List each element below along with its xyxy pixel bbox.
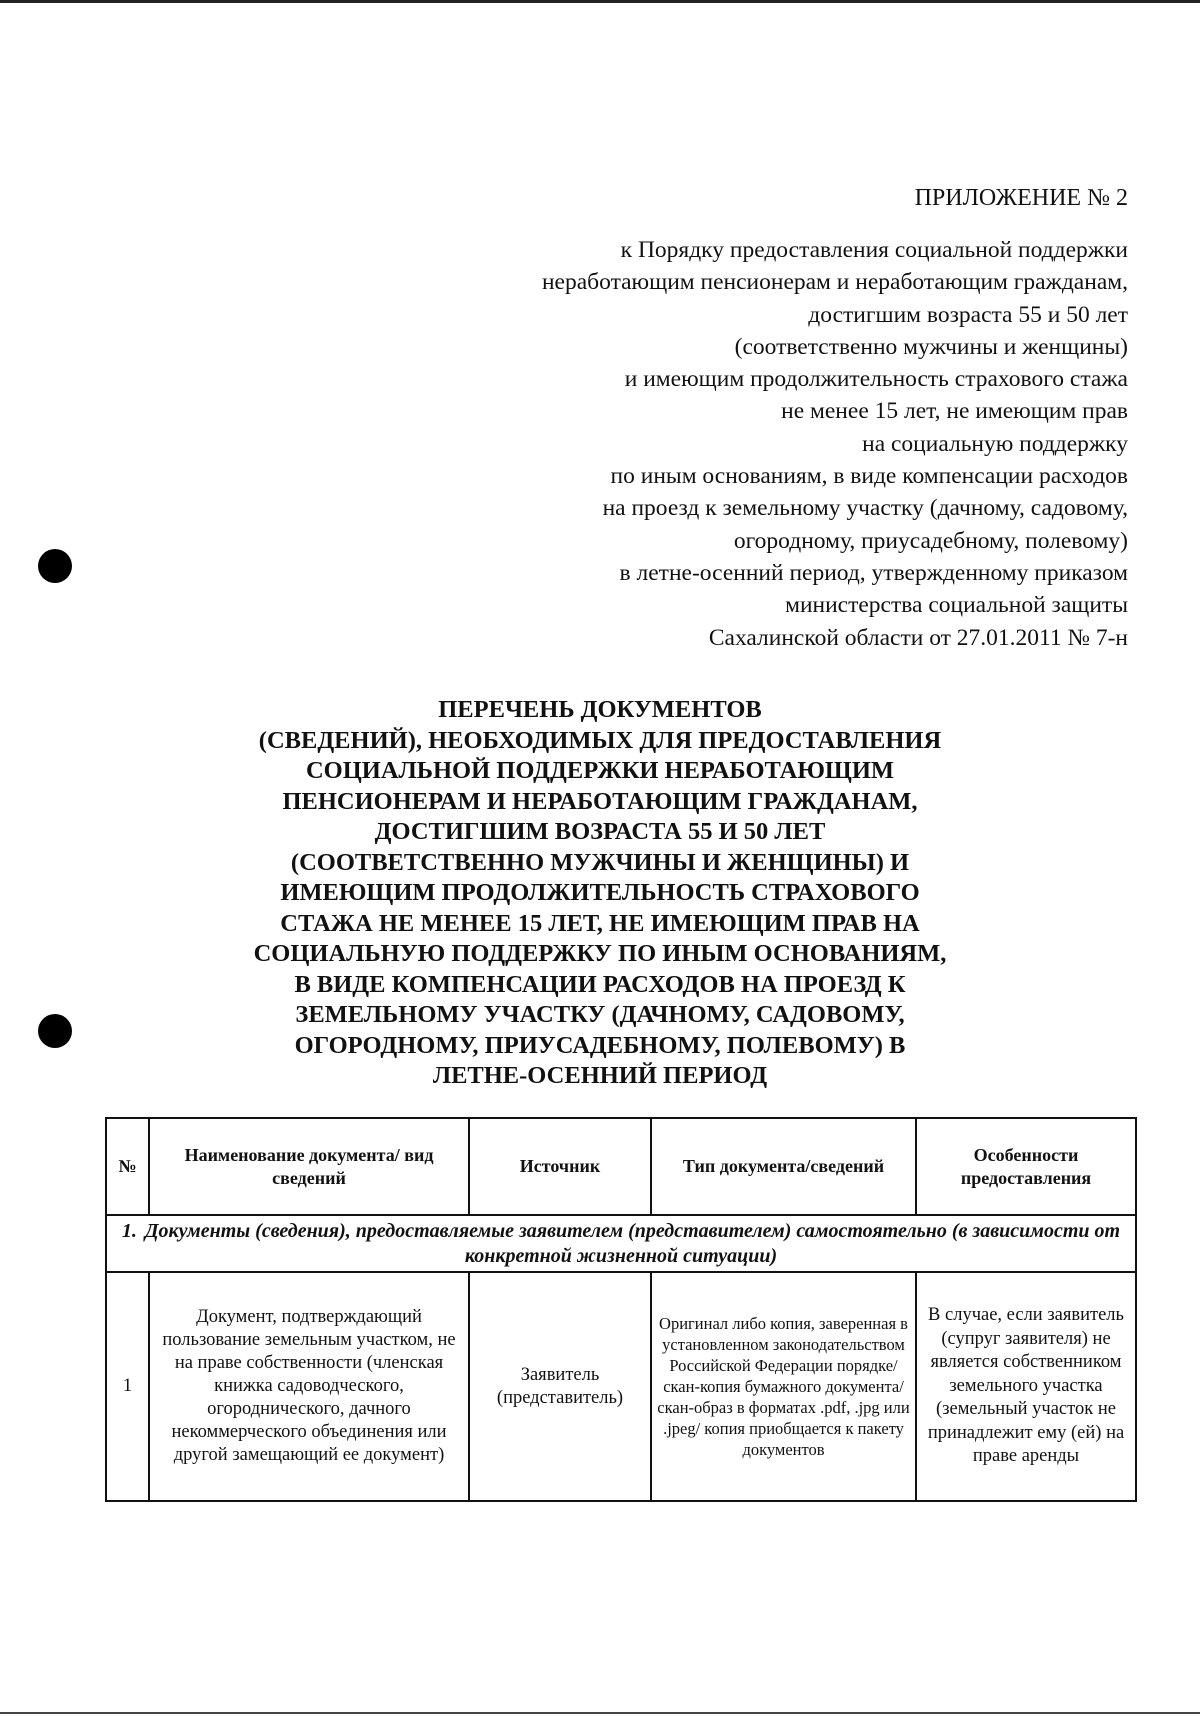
scan-top-edge [0, 0, 1200, 3]
title-line: СТАЖА НЕ МЕНЕЕ 15 ЛЕТ, НЕ ИМЕЮЩИМ ПРАВ НА [280, 909, 920, 937]
scan-bottom-edge [0, 1712, 1200, 1714]
header-number: № [106, 1118, 149, 1215]
title-line: ЛЕТНЕ-ОСЕННИЙ ПЕРИОД [432, 1062, 768, 1089]
cell-number: 1 [106, 1272, 149, 1501]
annex-line: министерства социальной защиты [785, 592, 1128, 619]
annex-line: на социальную поддержку [862, 430, 1128, 457]
documents-table [105, 1117, 1137, 1502]
annex-title: ПРИЛОЖЕНИЕ № 2 [914, 185, 1128, 211]
title-line: ЗЕМЕЛЬНОМУ УЧАСТКУ (ДАЧНОМУ, САДОВОМУ, [295, 1001, 905, 1028]
annex-line: неработающим пенсионерам и неработающим гражданам, [541, 269, 1128, 296]
annex-line: (соответственно мужчины и женщины) [734, 333, 1128, 360]
section-row [106, 1215, 1136, 1272]
annex-line: и имеющим продолжительность страхового стажа [624, 366, 1128, 393]
section-number: 1. [121, 1219, 137, 1242]
cell-document-name: Документ, подтверждающий пользование земельным участком, не на праве собственности (членская книжка садоводческого, огороднического, дачного некоммерческого объединения или другой замещающий ее документ) [149, 1272, 469, 1501]
title-line: ПЕНСИОНЕРАМ И НЕРАБОТАЮЩИМ ГРАЖДАНАМ, [282, 787, 918, 815]
header-features: Особенности предоставления [916, 1118, 1136, 1215]
title-line: СОЦИАЛЬНОЙ ПОДДЕРЖКИ НЕРАБОТАЮЩИМ [305, 757, 895, 784]
document-title [130, 695, 1070, 1092]
punch-hole-mark [38, 549, 72, 583]
annex-line: на проезд к земельному участку (дачному, садовому, [602, 495, 1128, 522]
annex-line: по иным основаниям, в виде компенсации расходов [610, 463, 1128, 490]
title-line: ПЕРЕЧЕНЬ ДОКУМЕНТОВ [438, 696, 762, 723]
punch-hole-mark [38, 1014, 72, 1048]
header-source: Источник [469, 1118, 651, 1215]
annex-line: достигшим возраста 55 и 50 лет [808, 301, 1128, 328]
annex-line: к Порядку предоставления социальной поддержки [620, 237, 1128, 263]
title-line: ДОСТИГШИМ ВОЗРАСТА 55 И 50 ЛЕТ [374, 818, 826, 845]
title-line: ИМЕЮЩИМ ПРОДОЛЖИТЕЛЬНОСТЬ СТРАХОВОГО [280, 879, 920, 906]
table-header-row [106, 1118, 1136, 1215]
section-text: Документы (сведения), предоставляемые заявителем (представителем) самостоятельно (в зависимости от конкретной жизненной ситуации) [144, 1219, 1121, 1267]
title-line: ОГОРОДНОМУ, ПРИУСАДЕБНОМУ, ПОЛЕВОМУ) В [294, 1031, 906, 1059]
title-line: (СООТВЕТСТВЕННО МУЖЧИНЫ И ЖЕНЩИНЫ) И [290, 848, 910, 876]
title-line: (СВЕДЕНИЙ), НЕОБХОДИМЫХ ДЛЯ ПРЕДОСТАВЛЕНИЯ [258, 726, 942, 754]
cell-document-type: Оригинал либо копия, заверенная в установленном законодательством Российской Федерации порядке/ скан-копия бумажного документа/скан-образ в форматах .pdf, .jpg или .jpeg/ копия приобщается к пакету документов [651, 1272, 916, 1501]
title-line: В ВИДЕ КОМПЕНСАЦИИ РАСХОДОВ НА ПРОЕЗД К [294, 970, 906, 998]
annex-line: Сахалинской области от 27.01.2011 № 7-н [708, 624, 1128, 651]
section-heading [106, 1215, 1136, 1272]
annex-line: огородному, приусадебному, полевому) [733, 527, 1128, 554]
header-document-type: Тип документа/сведений [651, 1118, 916, 1215]
cell-features: В случае, если заявитель (супруг заявителя) не является собственником земельного участка (земельный участок не принадлежит ему (ей) на праве аренды [916, 1272, 1136, 1501]
cell-source: Заявитель (представитель) [469, 1272, 651, 1501]
annex-line: не менее 15 лет, не имеющим прав [781, 398, 1128, 425]
table-row [106, 1272, 1136, 1501]
header-document-name: Наименование документа/ вид сведений [149, 1118, 469, 1215]
title-line: СОЦИАЛЬНУЮ ПОДДЕРЖКУ ПО ИНЫМ ОСНОВАНИЯМ, [253, 940, 947, 967]
annex-reference [542, 234, 1128, 654]
annex-line: в летне-осенний период, утвержденному приказом [619, 559, 1128, 586]
